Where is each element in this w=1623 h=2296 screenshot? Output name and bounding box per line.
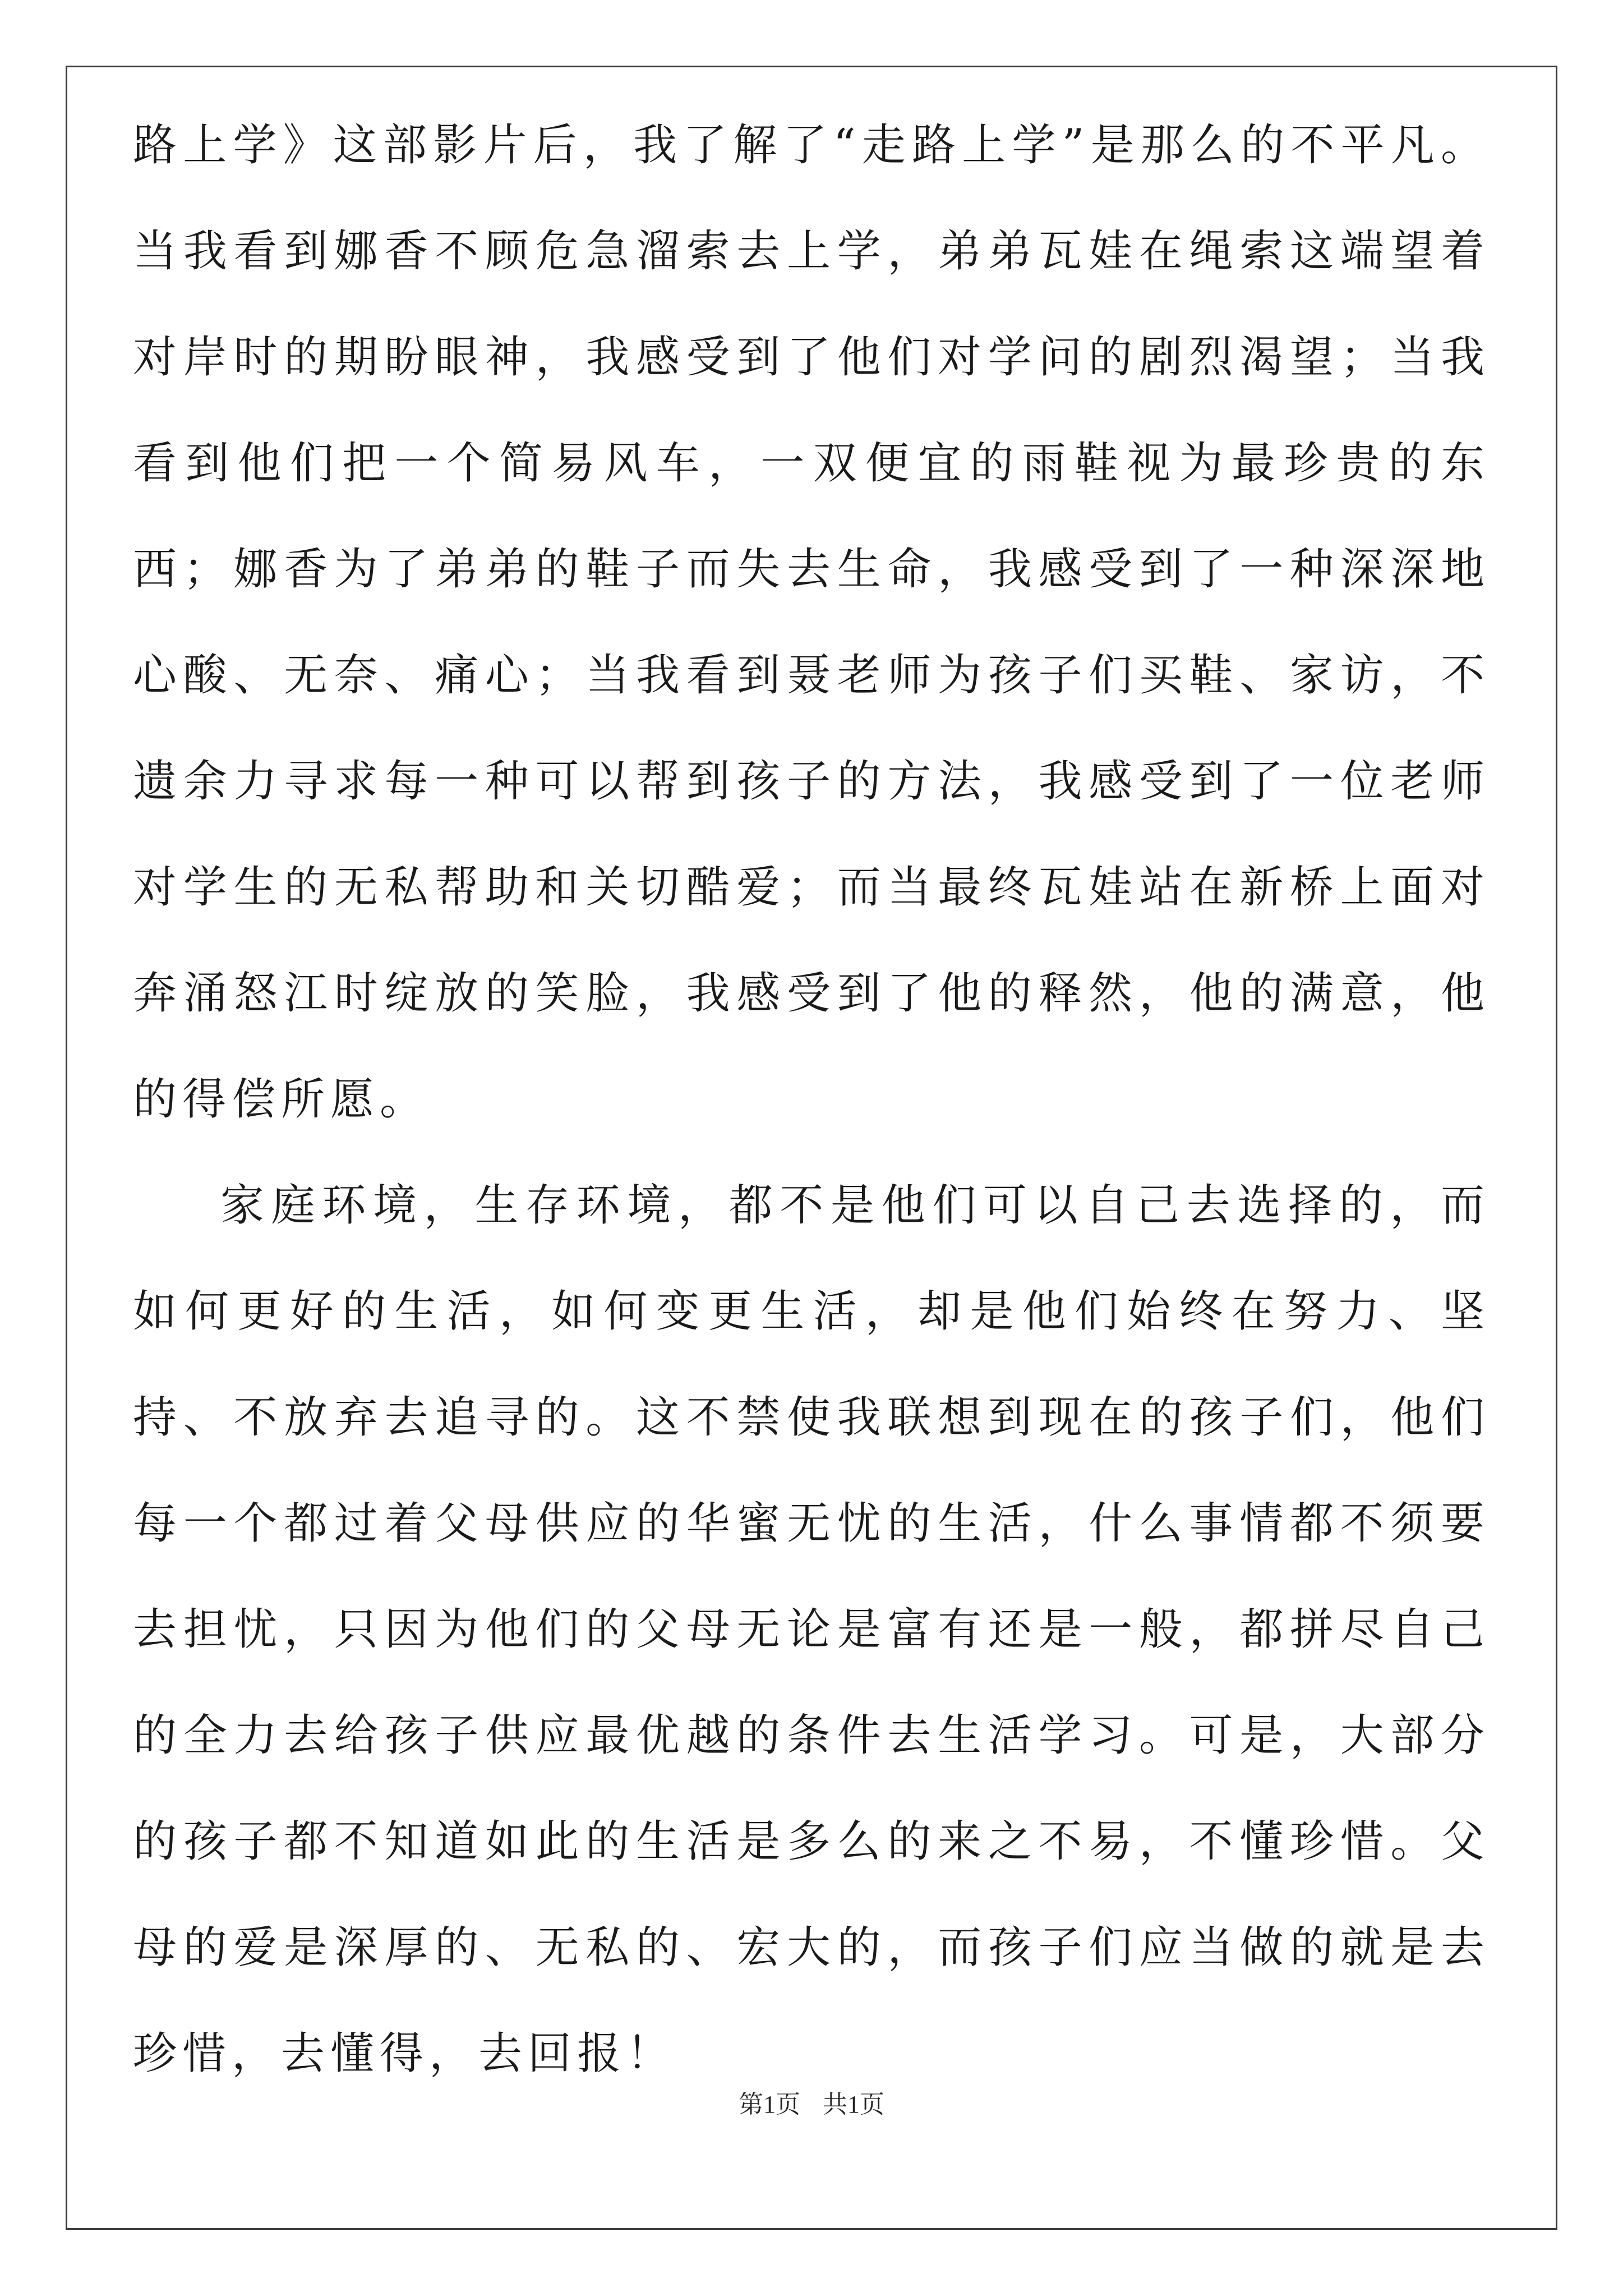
page-footer [0, 2088, 1623, 2122]
page-total: 共1页 [823, 2091, 884, 2118]
paragraph-1: 路上学》这部影片后，我了解了“走路上学”是那么的不平凡。当我看到娜香不顾危急溜索去上学，弟弟瓦娃在绳索这端望着对岸时的期盼眼神，我感受到了他们对学问的剧烈渴望；当我看到他们把一个简易风车，一双便宜的雨鞋视为最珍贵的东西；娜香为了弟弟的鞋子而失去生命，我感受到了一种深深地心酸、无奈、痛心；当我看到聂老师为孩子们买鞋、家访，不遗余力寻求每一种可以帮到孩子的方法，我感受到了一位老师对学生的无私帮助和关切酷爱；而当最终瓦娃站在新桥上面对奔涌怒江时绽放的笑脸，我感受到了他的释然，他的满意，他的得偿所愿。 [133, 120, 1490, 1125]
paragraph-2: 家庭环境，生存环境，都不是他们可以自己去选择的，而如何更好的生活，如何变更生活，却是他们始终在努力、坚持、不放弃去追寻的。这不禁使我联想到现在的孩子们，他们每一个都过着父母供应的华蜜无忧的生活，什么事情都不须要去担忧，只因为他们的父母无论是富有还是一般，都拼尽自己的全力去给孩子供应最优越的条件去生活学习。可是，大部分的孩子都不知道如此的生活是多么的来之不易，不懂珍惜。父母的爱是深厚的、无私的、宏大的，而孩子们应当做的就是去珍惜，去懂得，去回报！ [133, 1180, 1490, 2079]
document-body [133, 93, 1490, 2107]
page-number: 第1页 [739, 2091, 800, 2118]
